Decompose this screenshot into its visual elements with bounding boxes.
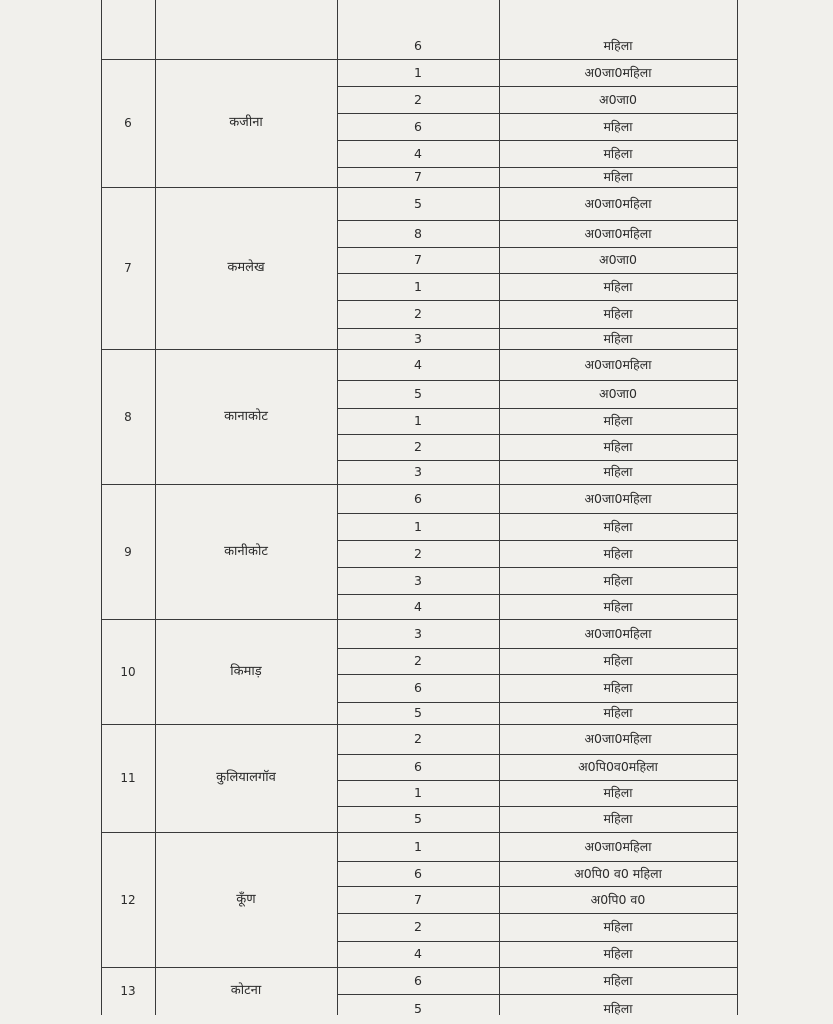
village-name: किमाड़: [230, 663, 262, 679]
reservation-category: अ0जा0महिला: [584, 356, 652, 372]
reservation-category: महिला: [603, 545, 633, 561]
ward-number: 5: [414, 386, 422, 401]
row-divider: [337, 941, 737, 942]
ward-number: 6: [414, 490, 422, 506]
ward-number: 4: [414, 356, 422, 372]
reservation-category: महिला: [603, 306, 633, 321]
ward-number: 1: [414, 518, 422, 534]
reservation-category: महिला: [603, 972, 633, 988]
row-divider: [337, 567, 737, 568]
serial-number: 7: [124, 261, 132, 275]
reservation-category: महिला: [603, 919, 633, 934]
village-name: कोटना: [230, 983, 262, 998]
row-divider: [337, 380, 737, 381]
reservation-category: महिला: [603, 169, 633, 184]
row-divider: [337, 594, 737, 595]
ward-number: 7: [414, 252, 422, 267]
serial-number: 11: [120, 771, 136, 785]
serial-number: 8: [124, 409, 132, 424]
table-left-border: [101, 0, 102, 1015]
ward-number: 3: [414, 625, 422, 641]
reservation-category: महिला: [603, 785, 633, 800]
ward-number: 2: [414, 439, 422, 454]
reservation-category: अ0जा0महिला: [584, 225, 652, 241]
reservation-category: महिला: [603, 705, 633, 720]
ward-number: 6: [414, 680, 422, 695]
row-divider: [337, 113, 737, 114]
reservation-category: महिला: [603, 118, 633, 134]
row-divider: [337, 408, 737, 409]
row-divider: [337, 434, 737, 435]
ward-number: 3: [414, 464, 422, 479]
ward-number: 5: [414, 705, 422, 720]
reservation-category: अ0पि0व0महिला: [578, 759, 658, 774]
reservation-category: महिला: [603, 439, 633, 454]
reservation-category: महिला: [603, 330, 633, 346]
ward-number: 5: [414, 811, 422, 826]
row-divider: [337, 86, 737, 87]
row-divider: [337, 861, 737, 862]
group-divider: [101, 187, 737, 188]
reservation-category: अ0जा0महिला: [584, 64, 652, 80]
row-divider: [337, 913, 737, 914]
village-name: कूँण: [236, 891, 256, 907]
group-divider: [101, 484, 737, 485]
serial-number: 13: [120, 984, 136, 998]
ward-number: 2: [414, 919, 422, 934]
reservation-category: महिला: [603, 946, 633, 961]
village-name: कानीकोट: [224, 543, 268, 559]
reservation-category: महिला: [603, 680, 633, 695]
ward-number: 7: [414, 891, 422, 907]
serial-number: 10: [120, 664, 136, 679]
row-divider: [337, 648, 737, 649]
row-divider: [337, 886, 737, 887]
row-divider: [337, 994, 737, 995]
row-divider: [337, 300, 737, 301]
ward-number: 4: [414, 598, 422, 614]
reservation-category: अ0जा0महिला: [584, 195, 652, 211]
reservation-category: महिला: [603, 1001, 633, 1016]
ward-number: 6: [414, 118, 422, 134]
reservation-category: महिला: [603, 464, 633, 479]
reservation-category: अ0जा0: [599, 252, 637, 267]
row-divider: [337, 754, 737, 755]
ward-number: 2: [414, 545, 422, 561]
row-divider: [337, 780, 737, 781]
serial-number: 12: [120, 892, 136, 907]
row-divider: [337, 220, 737, 221]
reservation-category: अ0जा0महिला: [584, 625, 652, 641]
group-divider: [101, 59, 737, 60]
village-name: कानाकोट: [224, 408, 268, 424]
group-divider: [101, 724, 737, 725]
ward-number: 2: [414, 91, 422, 107]
reservation-category: महिला: [603, 653, 633, 668]
ward-number: 1: [414, 785, 422, 800]
row-divider: [337, 513, 737, 514]
ward-number: 3: [414, 572, 422, 588]
reservation-category: महिला: [603, 572, 633, 588]
ward-number: 4: [414, 145, 422, 161]
reservation-category: महिला: [603, 145, 633, 161]
ward-number: 1: [414, 413, 422, 428]
reservation-category: महिला: [603, 811, 633, 826]
reservation-category: अ0पि0 व0 महिला: [574, 865, 662, 881]
reservation-category: अ0जा0महिला: [584, 731, 652, 746]
row-divider: [337, 540, 737, 541]
ward-number: 5: [414, 195, 422, 211]
serial-column-divider: [155, 0, 156, 1015]
ward-number: 2: [414, 306, 422, 321]
ward-number: 8: [414, 225, 422, 241]
ward-number: 1: [414, 838, 422, 854]
row-divider: [337, 674, 737, 675]
ward-number: 6: [414, 38, 422, 53]
ward-number: 6: [414, 972, 422, 988]
ward-number: 3: [414, 330, 422, 346]
ward-number: 7: [414, 169, 422, 184]
group-divider: [101, 832, 737, 833]
village-name: [155, 36, 337, 56]
reservation-category: अ0जा0: [599, 91, 637, 107]
group-divider: [101, 349, 737, 350]
reservation-category: अ0जा0महिला: [584, 838, 652, 854]
table-right-border: [737, 0, 738, 1015]
ward-number: 4: [414, 946, 422, 961]
ward-number: 5: [414, 1001, 422, 1016]
group-divider: [101, 967, 737, 968]
serial-number: 9: [124, 544, 132, 559]
serial-number: [101, 36, 155, 56]
row-divider: [337, 460, 737, 461]
reservation-category: महिला: [603, 598, 633, 614]
ward-number: 2: [414, 653, 422, 668]
village-name: कजीना: [229, 115, 263, 130]
ward-number: 1: [414, 64, 422, 80]
ward-number: 6: [414, 865, 422, 881]
reservation-category: अ0पि0 व0: [590, 891, 646, 907]
village-name: कमलेख: [227, 260, 265, 275]
reservation-category: अ0जा0महिला: [584, 490, 652, 506]
row-divider: [337, 806, 737, 807]
ward-number: 2: [414, 731, 422, 746]
ward-number: 6: [414, 759, 422, 774]
reservation-category: महिला: [603, 38, 633, 53]
reservation-category: अ0जा0: [599, 386, 637, 401]
row-divider: [337, 247, 737, 248]
serial-number: 6: [124, 116, 132, 130]
row-divider: [337, 273, 737, 274]
village-name: कुलियालगॉव: [216, 770, 276, 785]
group-divider: [101, 619, 737, 620]
reservation-category: महिला: [603, 278, 633, 294]
reservation-category: महिला: [603, 518, 633, 534]
reservation-category: महिला: [603, 413, 633, 428]
row-divider: [337, 140, 737, 141]
ward-number: 1: [414, 278, 422, 294]
